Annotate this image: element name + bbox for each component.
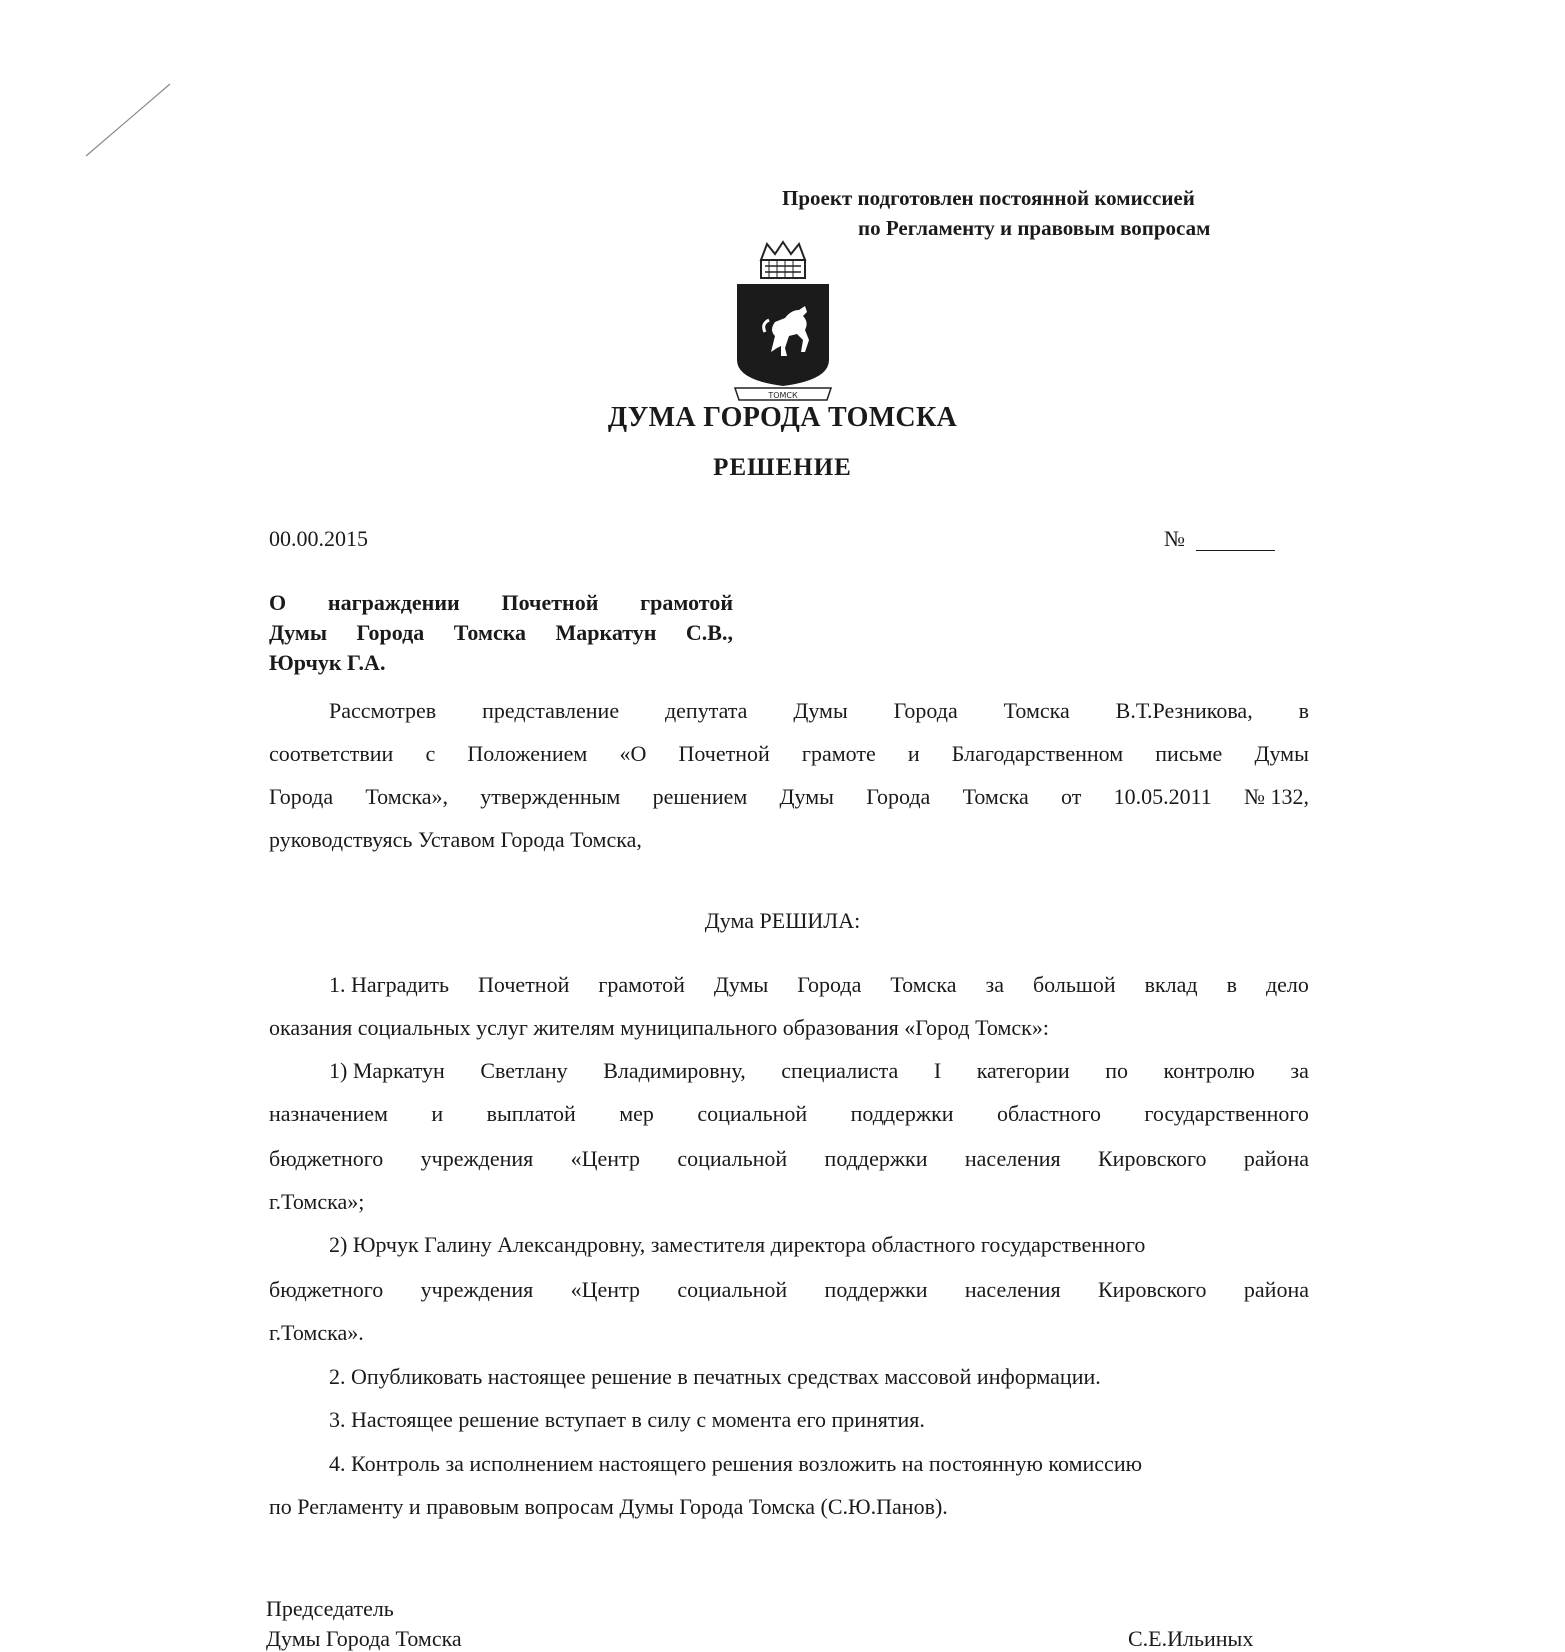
word: награждении xyxy=(327,590,460,615)
subject-line-1 xyxy=(269,590,733,616)
signature-name: С.Е.Ильиных xyxy=(1128,1626,1254,1651)
word: учреждения xyxy=(420,1277,534,1302)
word: категории xyxy=(976,1058,1070,1083)
word: дело xyxy=(1265,972,1309,997)
resolved-heading: Дума РЕШИЛА: xyxy=(704,908,861,933)
preamble-line-2 xyxy=(269,741,1309,767)
preamble-line-1 xyxy=(329,698,1309,724)
word: Томска xyxy=(1003,698,1070,723)
pen-stroke-mark xyxy=(80,80,170,160)
project-note-line-2: по Регламенту и правовым вопросам xyxy=(858,216,1211,240)
word: Томска xyxy=(962,784,1029,809)
word: Города xyxy=(893,698,958,723)
word: Томска xyxy=(453,620,527,645)
word: депутата xyxy=(664,698,748,723)
word: грамотой xyxy=(598,972,685,997)
subitem-1-line-1 xyxy=(329,1058,1309,1084)
signature-title-line-2: Думы Города Томска xyxy=(266,1626,462,1651)
word: представление xyxy=(482,698,620,723)
subitem-1-line-3 xyxy=(269,1146,1309,1172)
word: 1) Маркатун xyxy=(329,1058,445,1083)
word: района xyxy=(1243,1146,1309,1171)
word: в xyxy=(1226,972,1237,997)
word: Города xyxy=(866,784,931,809)
word: № 132, xyxy=(1244,784,1309,809)
word: бюджетного xyxy=(269,1146,384,1171)
word: социальной xyxy=(697,1101,808,1126)
decision-date: 00.00.2015 xyxy=(269,526,368,551)
decision-number-blank xyxy=(1196,550,1275,551)
subject-line-2 xyxy=(269,620,733,646)
word: 1. Наградить xyxy=(329,972,450,997)
word: поддержки xyxy=(824,1146,928,1171)
word: Владимировну, xyxy=(603,1058,746,1083)
duma-title: ДУМА ГОРОДА ТОМСКА xyxy=(607,402,958,433)
word: грамотой xyxy=(640,590,733,615)
project-note-line-1: Проект подготовлен постоянной комиссией xyxy=(782,186,1195,210)
item-2: 2. Опубликовать настоящее решение в печатных средствах массовой информации. xyxy=(329,1364,1101,1389)
word: I xyxy=(933,1058,942,1083)
word: государственного xyxy=(1144,1101,1309,1126)
svg-text:ТОМСК: ТОМСК xyxy=(768,391,798,400)
word: 10.05.2011 xyxy=(1113,784,1212,809)
word: бюджетного xyxy=(269,1277,384,1302)
item-4-line-1: 4. Контроль за исполнением настоящего решения возложить на постоянную комиссию xyxy=(329,1451,1143,1476)
word: по xyxy=(1105,1058,1128,1083)
word: Почетной xyxy=(478,972,570,997)
word: с xyxy=(425,741,436,766)
subject-line-3: Юрчук Г.А. xyxy=(269,650,386,675)
word: района xyxy=(1243,1277,1309,1302)
word: большой xyxy=(1032,972,1116,997)
word: поддержки xyxy=(824,1277,928,1302)
word: поддержки xyxy=(850,1101,954,1126)
word: населения xyxy=(964,1146,1061,1171)
word: Города xyxy=(797,972,862,997)
word: контролю xyxy=(1163,1058,1255,1083)
word: Города xyxy=(269,784,334,809)
word: решением xyxy=(652,784,748,809)
word: грамоте xyxy=(801,741,876,766)
word: вклад xyxy=(1144,972,1198,997)
word: в xyxy=(1298,698,1309,723)
word: специалиста xyxy=(781,1058,899,1083)
word: С.В., xyxy=(685,620,733,645)
word: от xyxy=(1060,784,1082,809)
word: выплатой xyxy=(486,1101,576,1126)
preamble-line-4: руководствуясь Уставом Города Томска, xyxy=(269,827,642,852)
preamble-line-3 xyxy=(269,784,1309,810)
word: Думы xyxy=(269,620,328,645)
word: и xyxy=(907,741,920,766)
word: В.Т.Резникова, xyxy=(1115,698,1253,723)
word: мер xyxy=(619,1101,654,1126)
word: Города xyxy=(356,620,425,645)
word: социальной xyxy=(677,1277,788,1302)
word: Почетной xyxy=(678,741,770,766)
word: населения xyxy=(964,1277,1061,1302)
word: «Центр xyxy=(570,1277,640,1302)
coat-of-arms-icon xyxy=(731,240,835,406)
word: письме xyxy=(1155,741,1223,766)
word: за xyxy=(985,972,1004,997)
subitem-2-line-3: г.Томска». xyxy=(269,1320,364,1345)
subitem-2-line-2 xyxy=(269,1277,1309,1303)
word: Благодарственном xyxy=(951,741,1124,766)
item-3: 3. Настоящее решение вступает в силу с момента его принятия. xyxy=(329,1407,925,1432)
word: «Центр xyxy=(570,1146,640,1171)
word: Думы xyxy=(1254,741,1309,766)
word: и xyxy=(431,1101,444,1126)
word: Почетной xyxy=(501,590,599,615)
word: Думы xyxy=(779,784,834,809)
word: Кировского xyxy=(1098,1146,1207,1171)
subitem-1-line-2 xyxy=(269,1101,1309,1127)
subitem-1-line-4: г.Томска»; xyxy=(269,1189,365,1214)
word: учреждения xyxy=(420,1146,534,1171)
word: «О xyxy=(619,741,647,766)
decision-title: РЕШЕНИЕ xyxy=(713,454,852,481)
item-4-line-2: по Регламенту и правовым вопросам Думы Города Томска (С.Ю.Панов). xyxy=(269,1494,948,1519)
decision-number-label: № xyxy=(1164,526,1185,551)
word: Маркатун xyxy=(555,620,657,645)
word: О xyxy=(269,590,287,615)
word: Томска», xyxy=(365,784,449,809)
word: за xyxy=(1290,1058,1309,1083)
word: утвержденным xyxy=(480,784,621,809)
item-1-line-2: оказания социальных услуг жителям муниципального образования «Город Томск»: xyxy=(269,1015,1049,1040)
word: назначением xyxy=(269,1101,388,1126)
word: Светлану xyxy=(480,1058,568,1083)
word: Томска xyxy=(890,972,957,997)
word: Думы xyxy=(713,972,769,997)
subitem-2-line-1: 2) Юрчук Галину Александровну, заместителя директора областного государственного xyxy=(329,1232,1146,1257)
word: социальной xyxy=(677,1146,788,1171)
word: Рассмотрев xyxy=(329,698,437,723)
word: Думы xyxy=(793,698,848,723)
word: областного xyxy=(996,1101,1101,1126)
word: Положением xyxy=(467,741,588,766)
word: соответствии xyxy=(269,741,394,766)
item-1-line-1 xyxy=(329,972,1309,998)
word: Кировского xyxy=(1098,1277,1207,1302)
signature-title-line-1: Председатель xyxy=(266,1596,394,1621)
